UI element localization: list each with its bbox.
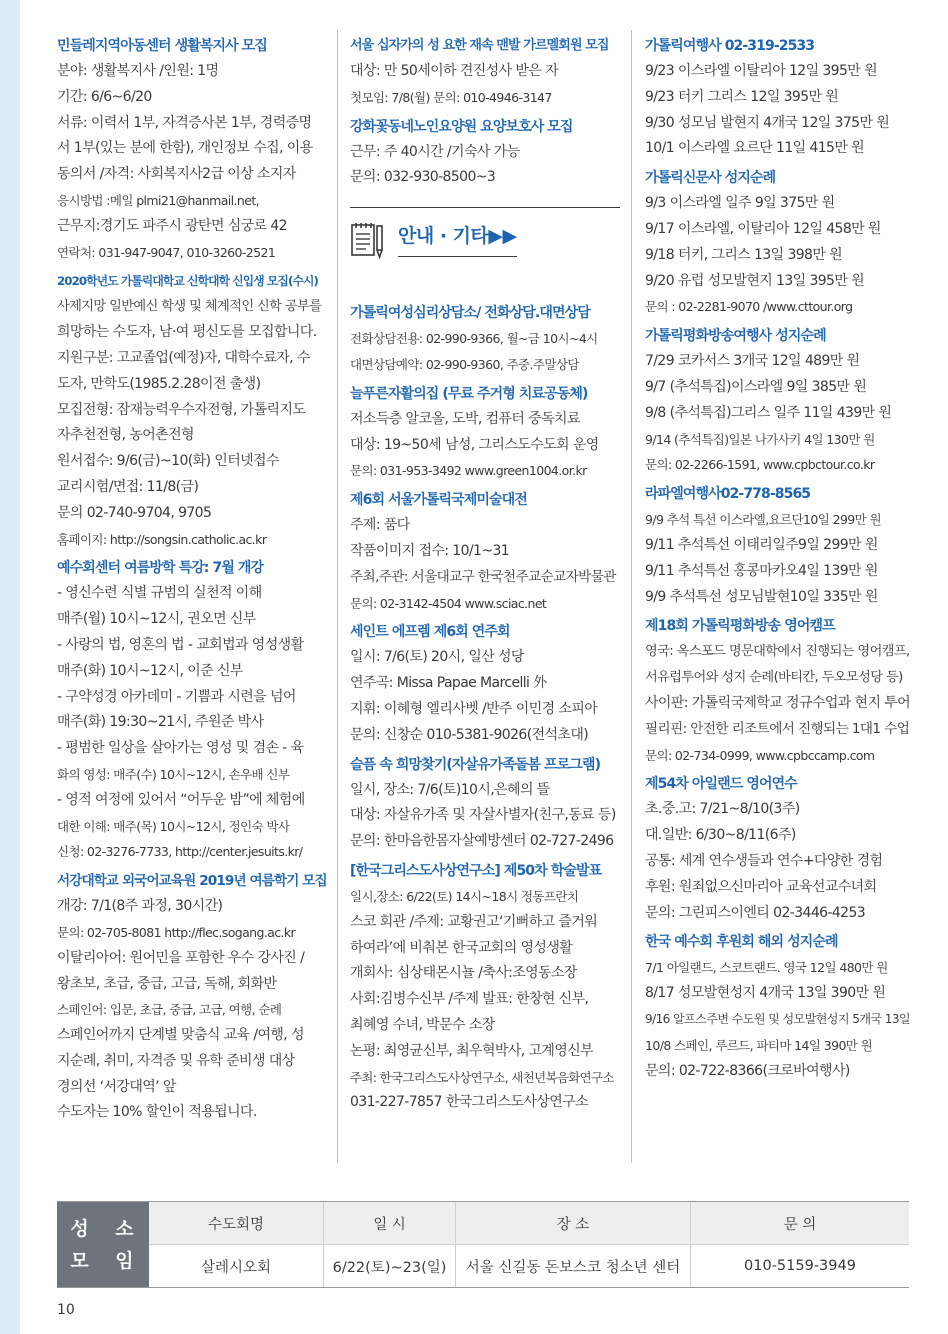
section-line: 자추천전형, 농어촌전형 [57,427,194,444]
section-line: 신청: 02-3276-7733, http://center.jesuits.kr/ [57,844,303,860]
section-line: 대상: 만 50세이하 견진성사 받은 자 [350,63,558,79]
section-line: 대면상담예약: 02-990-9360, 주중.주말상담 [350,356,579,372]
section-line: 문의: 02-734-0999, www.cpbccamp.com [645,747,875,763]
section-line: 문의 02-740-9704, 9705 [57,504,212,521]
section-line: 일시, 장소: 7/6(토)10시,은혜의 뜰 [350,781,550,798]
section-title: 가톨릭평화방송여행사 성지순례 [645,328,826,345]
section-line: 대상: 19~50세 남성, 그리스도수도회 운영 [350,436,599,453]
column-left [57,30,327,1126]
section-title: 가톨릭여성심리상담소/ 전화상담.대면상담 [350,305,590,322]
notice-section [645,613,910,768]
notice-section [57,868,327,1126]
section-line: 공통: 세계 연수생들과 연수+다양한 경험 [645,852,883,869]
label-bottom: 모 임 [70,1249,144,1272]
section-line: 문의: 02-2266-1591, www.cpbctour.co.kr [645,457,875,473]
section-line: - 평범한 일상을 살아가는 영성 및 겸손 - 육 [57,740,304,757]
notice-section [350,487,620,616]
section-title: 서강대학교 외국어교육원 2019년 여름학기 모집 [57,873,327,890]
section-line: 9/3 이스라엘 일주 9일 375만 원 [645,195,835,212]
notice-section [350,300,620,378]
section-line: 스페인어: 입문, 초급, 중급, 고급, 여행, 순례 [57,1002,282,1018]
section-line: 개강: 7/1(8주 과정, 30시간) [57,898,223,915]
column-divider [337,30,338,1163]
section-line: 매주(월) 10시~12시, 권오면 신부 [57,611,256,628]
section-line: 서 1부(있는 분에 한함), 개인정보 수집, 이용 [57,140,313,157]
header-congregation: 수도회명 [207,1216,265,1233]
section-line: - 영신수련 식별 규범의 실천적 이해 [57,585,262,602]
section-title: 2020학년도 가톨릭대학교 신학대학 신입생 모집(수시) [57,274,318,289]
notice-section [350,33,620,111]
section-line: 9/30 성모님 발현지 4개국 12일 375만 원 [645,114,890,131]
section-line: 7/29 코카서스 3개국 12일 489만 원 [645,353,860,370]
section-line: 영국: 옥스포드 명문대학에서 진행되는 영어캠프, [645,644,910,660]
section-line: 9/23 이스라엘 이탈리아 12일 395만 원 [645,63,877,79]
table-row [149,1245,909,1287]
section-title: 서울 십자가의 성 요한 재속 맨발 가르멜회원 모집 [350,38,609,53]
section-line: 스페인어까지 단계별 맞춤식 교육 /여행, 성 [57,1027,304,1044]
section-line: 매주(화) 19:30~21시, 주원준 박사 [57,714,264,731]
header-date: 일 시 [323,1202,455,1244]
section-title: 라파엘여행사02-778-8565 [645,486,811,503]
section-line: 8/17 성모발현성지 4개국 13일 390만 원 [645,985,886,1002]
section-title: 슬픔 속 희망찾기(자살유가족돌봄 프로그램) [350,756,601,773]
section-title: 민들레지역아동센터 생활복지사 모집 [57,38,267,54]
cell-date: 6/22(토)~23(일) [323,1245,455,1287]
column-right [645,30,910,1084]
section-line: 기간: 6/6~6/20 [57,88,152,105]
notice-title: 안내 · 기타▶▶ [398,224,517,257]
section-line: 주최: 한국그리스도사상연구소, 새천년복음화연구소 [350,1069,614,1085]
column-middle-bottom [350,300,620,1116]
section-line: 저소득층 알코올, 도박, 컴퓨터 중독치료 [350,410,580,427]
cell-place: 서울 신길동 돈보스코 청소년 센터 [455,1245,690,1287]
section-line: 9/7 (추석특집)이스라엘 9일 385만 원 [645,378,867,395]
section-title: [한국그리스도사상연구소] 제50차 학술발표 [350,862,602,879]
section-title: 제18회 가톨릭평화방송 영어캠프 [645,618,835,635]
section-line: 논평: 최영균신부, 최우혁박사, 고계영신부 [350,1042,594,1059]
section-line: 문의: 031-953-3492 www.green1004.or.kr [350,463,587,479]
section-line: 문의: 신창순 010-5381-9026(전석초대) [350,726,589,743]
section-line: 문의: 02-722-8366(크로바여행사) [645,1062,850,1079]
section-title: 제54차 아일랜드 영어연수 [645,776,797,793]
page-number: 10 [57,1302,75,1318]
section-line: 일시,장소: 6/22(토) 14시~18시 정동프란치 [350,888,579,904]
section-line: 후원: 원죄없으신마리아 교육선교수녀회 [645,878,877,895]
header-contact: 문 의 [690,1202,909,1244]
section-line: 이탈리아어: 원어민을 포함한 우수 강사진 / [57,949,305,966]
section-line: 근무지:경기도 파주시 광탄면 심궁로 42 [57,217,287,234]
vocation-meeting-label [57,1202,149,1287]
section-line: 개회사: 심상태몬시뇰 /축사:조영동소장 [350,965,577,982]
section-line: 사이판: 가톨릭국제학교 정규수업과 현지 투어 [645,694,911,711]
section-line: 대.일반: 6/30~8/11(6주) [645,827,796,844]
section-line: 최혜영 수녀, 박문수 소장 [350,1016,495,1033]
section-line: 응시방법 :메일 plmi21@hanmail.net, [57,192,260,208]
section-line: 사제지망 일반예신 학생 및 체계적인 신학 공부를 [57,299,322,315]
notice-section [645,481,910,610]
section-line: 9/9 추석 특선 이스라엘,요르단10일 299만 원 [645,512,881,528]
section-line: 대한 이해: 매주(목) 10시~12시, 정인숙 박사 [57,818,290,834]
section-line: 10/1 이스라엘 요르단 11일 415만 원 [645,140,865,157]
section-line: 문의: 032-930-8500~3 [350,169,496,186]
section-line: 주최,주관: 서울대교구 한국천주교순교자박물관 [350,568,616,585]
section-line: 문의: 한마음한몸자살예방센터 02-727-2496 [350,833,614,850]
section-line: 경의선 ‘서강대역’ 앞 [57,1078,176,1095]
column-middle [350,30,620,1116]
notice-section [350,752,620,855]
section-line: 첫모임: 7/8(월) 문의: 010-4946-3147 [350,89,552,105]
column-middle-top [350,33,620,191]
section-line: 9/8 (추석특집)그리스 일주 11일 439만 원 [645,404,892,421]
notice-section [645,165,910,320]
section-line: - 구약성경 아카데미 - 기쁨과 시련을 넘어 [57,688,296,705]
section-line: 왕초보, 초급, 중급, 고급, 독해, 회화반 [57,975,277,992]
section-line: 매주(화) 10시~12시, 이준 신부 [57,662,243,679]
section-line: 초.중.고: 7/21~8/10(3주) [645,801,800,818]
section-line: 필리핀: 안전한 리조트에서 진행되는 1대1 수업 [645,720,910,737]
section-line: 9/17 이스라엘, 이탈리아 12일 458만 원 [645,220,881,237]
section-line: 9/20 유럽 성모발현지 13일 395만 원 [645,272,865,289]
section-title: 제6회 서울가톨릭국제미술대전 [350,492,527,509]
section-line: 9/14 (추석특집)일본 나가사키 4일 130만 원 [645,431,875,447]
section-line: - 사랑의 법, 영혼의 법 - 교회법과 영성생활 [57,636,304,653]
section-title: 한국 예수회 후원회 해외 성지순례 [645,934,838,951]
section-title: 가톨릭신문사 성지순례 [645,170,776,187]
label-top: 성 소 [70,1217,144,1240]
section-line: 대상: 자살유가족 및 자살사별자(친구,동료 등) [350,807,616,824]
section-line: 교리시험/면접: 11/8(금) [57,478,199,495]
section-line: 하여라’에 비춰본 한국교회의 영성생활 [350,939,573,956]
section-line: 화의 영성: 매주(수) 10시~12시, 손우배 신부 [57,766,290,782]
section-line: 주제: 품다 [350,517,410,534]
section-line: 전화상담전용: 02-990-9366, 월~금 10시~4시 [350,331,598,347]
notice-section [350,381,620,484]
meeting-table-body [149,1202,909,1287]
section-line: 9/18 터키, 그리스 13일 398만 원 [645,246,843,263]
column-divider [631,30,632,1163]
section-title: 세인트 에프렘 제6회 연주회 [350,624,510,641]
notice-section [645,33,910,162]
section-line: 9/11 추석특선 이태리일주9일 299만 원 [645,536,878,553]
page-edge-stripe [0,0,20,1334]
section-line: 근무: 주 40시간 /기숙사 가능 [350,143,520,160]
section-line: 원서접수: 9/6(금)~10(화) 인터넷접수 [57,453,279,470]
section-line: 사회:김병수신부 /주제 발표: 한창현 신부, [350,991,589,1008]
section-line: 문의 : 02-2281-9070 /www.cttour.org [645,299,853,315]
section-line: 지원구분: 고교졸업(예정)자, 대학수료자, 수 [57,349,310,366]
section-line: 9/23 터키 그리스 12일 395만 원 [645,88,839,105]
section-line: 지휘: 이혜형 엘리사벳 /반주 이민경 소피아 [350,700,598,717]
notepad-pencil-icon [350,220,386,260]
notice-section [350,619,620,748]
section-line: 10/8 스페인, 루르드, 파티마 14일 390만 원 [645,1037,873,1053]
section-line: - 영적 여정에 있어서 “어두운 밤”에 체험에 [57,791,305,808]
section-line: 서류: 이력서 1부, 자격증사본 1부, 경력증명 [57,114,312,131]
section-title: 가톨릭여행사 02-319-2533 [645,38,815,54]
section-line: 문의: 02-3142-4504 www.sciac.net [350,595,547,611]
cell-contact: 010-5159-3949 [690,1245,909,1287]
notice-section [57,555,327,865]
notice-section [645,929,910,1084]
section-line: 연락처: 031-947-9047, 010-3260-2521 [57,244,276,260]
section-line: 일시: 7/6(토) 20시, 일산 성당 [350,649,524,666]
section-line: 홈페이지: http://songsin.catholic.ac.kr [57,531,267,547]
section-line: 7/1 아일랜드, 스코트랜드. 영국 12일 480만 원 [645,960,888,976]
section-line: 서유럽투어와 성지 순례(바티칸, 두오모성당 등) [645,670,903,686]
section-title: 예수회센터 여름방학 특강: 7월 개강 [57,560,264,577]
table-header-row [149,1202,909,1245]
section-line: 모집전형: 잠재능력우수자전형, 가톨릭지도 [57,401,306,418]
vocation-meeting-table [57,1201,909,1288]
notice-section [645,323,910,478]
section-line: 9/16 알프스주변 수도원 및 성모발현성지 5개국 13일 [645,1011,910,1026]
section-line: 스코 회관 /주제: 교황권고‘기뻐하고 즐거워 [350,913,598,930]
header-place: 장 소 [455,1202,690,1244]
section-line: 동의서 /자격: 사회복지사2급 이상 소지자 [57,166,296,183]
section-line: 문의: 02-705-8081 http://flec.sogang.ac.kr [57,924,296,940]
section-line: 지순례, 취미, 자격증 및 유학 준비생 대상 [57,1052,295,1069]
cell-congregation: 살레시오회 [200,1259,272,1276]
section-line: 수도자는 10% 할인이 적용됩니다. [57,1104,257,1121]
section-title: 늘푸른자활의집 (무료 주거형 치료공동체) [350,385,588,402]
notice-section [57,33,327,265]
notice-section [350,858,620,1116]
section-title: 강화꽃동네노인요양원 요양보호사 모집 [350,118,573,135]
section-line: 9/11 추석특선 홍콩마카오4일 139만 원 [645,562,878,579]
notice-section [645,771,910,926]
section-line: 희망하는 수도자, 남·여 평신도를 모집합니다. [57,324,317,341]
notice-section [57,268,327,552]
notice-header [350,207,620,260]
section-line: 작품이미지 접수: 10/1~31 [350,542,510,559]
section-line: 031-227-7857 한국그리스도사상연구소 [350,1094,588,1111]
section-line: 연주곡: Missa Papae Marcelli 外 [350,675,547,692]
section-line: 9/9 추석특선 성모님발현10일 335만 원 [645,588,878,605]
section-line: 분야: 생활복지사 /인원: 1명 [57,63,219,79]
section-line: 문의: 그린피스이엔티 02-3446-4253 [645,904,866,921]
notice-section [350,114,620,192]
section-line: 도자, 만학도(1985.2.28이전 출생) [57,375,261,392]
